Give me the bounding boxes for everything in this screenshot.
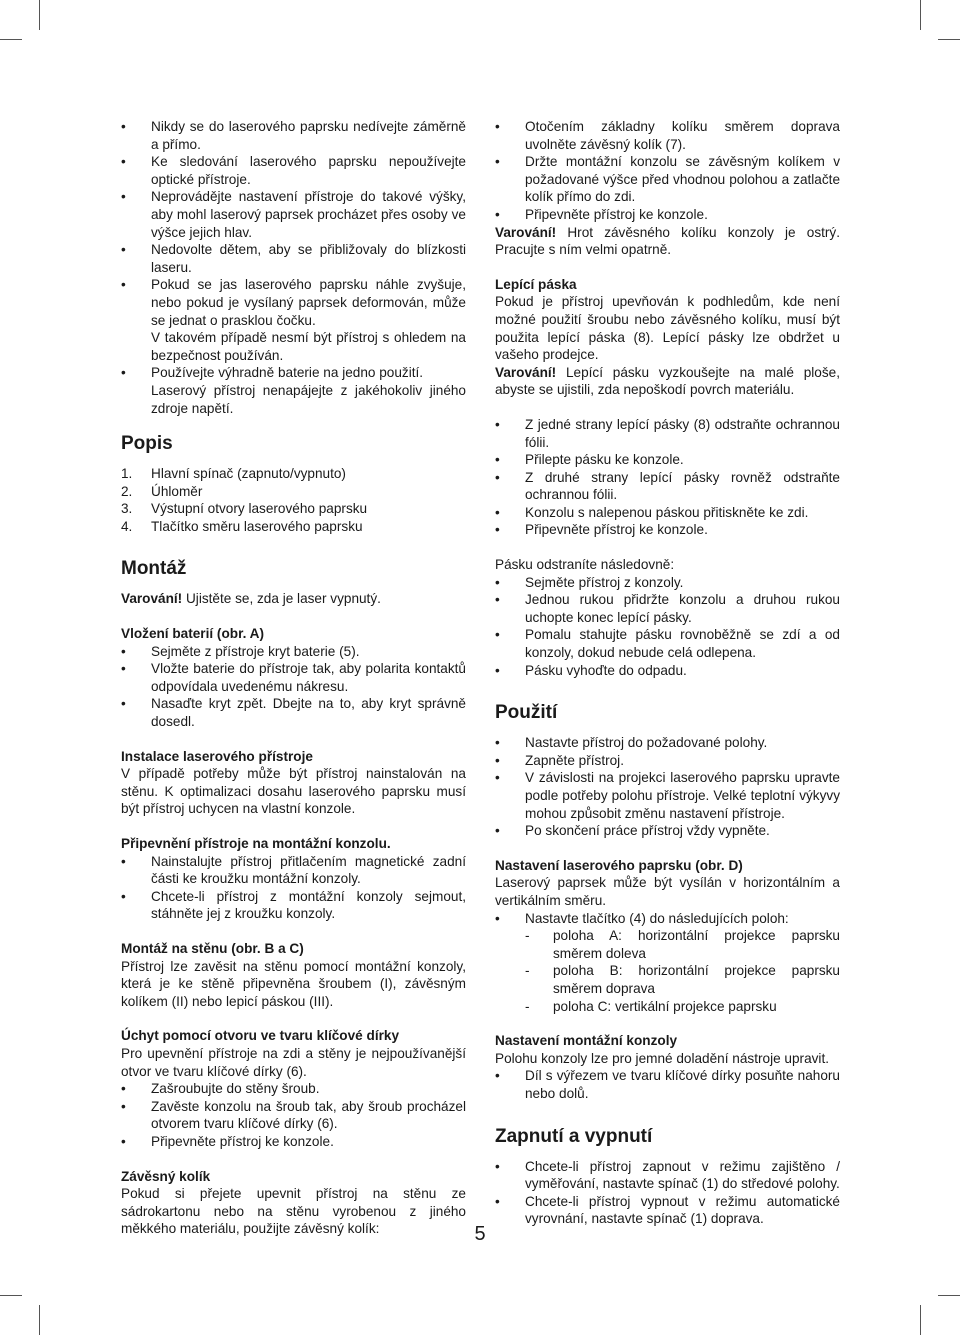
list-item (121, 465, 466, 483)
list-item: • Konzolu s nalepenou páskou přitiskněte ke zdi. (495, 504, 840, 522)
list-item: • Neprovádějte nastavení přístroje do takové výšky, aby mohl laserový paprsek procházet přes osoby ve výšce jejich hlav. (121, 188, 466, 241)
list-item (121, 500, 466, 518)
warning-text: Hrot závěsného kolíku konzoly je ostrý. Pracujte s ním velmi opatrně. (495, 224, 840, 258)
paragraph: Přístroj lze zavěsit na stěnu pomocí montážní konzoly, která je ke stěně připevněna šroubem (I), závěsným kolíkem (II) nebo lepicí páskou (III). (121, 958, 466, 1009)
list-item: • V závislosti na projekci laserového paprsku upravte podle potřeby polohu přístroje. Velké teplotní výkyvy mohou způsobit změnu nastavení přístroje. (495, 769, 840, 822)
paragraph: Pro upevnění přístroje na zdi a stěny je nejpoužívanější otvor ve tvaru klíčové dírky (6). (121, 1045, 466, 1079)
crop-mark (920, 1305, 921, 1335)
list-item: • Zavěste konzolu na šroub tak, aby šroub procházel otvorem tvaru klíčové dírky (6). (121, 1098, 466, 1133)
crop-mark (938, 39, 960, 40)
list-item: • Chcete-li přístroj vypnout v režimu automatické vyrovnání, nastavte spínač (1) doprava. (495, 1193, 840, 1228)
list-item: • Zašroubujte do stěny šroub. (121, 1080, 466, 1098)
warning-text: Ujistěte se, zda je laser vypnutý. (182, 591, 381, 607)
subsection-title: Nastavení montážní konzoly (495, 1033, 678, 1049)
list-item: • Chcete-li přístroj zapnout v režimu zajištěno / vyměřování, nastavte spínač (1) do středové polohy. (495, 1158, 840, 1193)
list-item: • Nedovolte dětem, aby se přibližovaly do blízkosti laseru. (121, 241, 466, 276)
item-text: poloha B: horizontální projekce paprsku směrem doprava (553, 963, 840, 996)
tape-list (495, 416, 840, 539)
item-text: poloha A: horizontální projekce paprsku směrem doleva (553, 928, 840, 961)
beam-position-list (495, 927, 840, 1015)
keyhole-list (121, 1080, 466, 1150)
peg-list (495, 118, 840, 224)
right-column (495, 118, 840, 1228)
subsection-title: Připevnění přístroje na montážní konzolu. (121, 836, 391, 851)
list-item: • Díl s výřezem ve tvaru klíčové dírky posuňte nahoru nebo dolů. (495, 1067, 840, 1102)
warning-label: Varování! (121, 591, 183, 607)
item-text: poloha C: vertikální projekce paprsku (553, 998, 777, 1014)
list-item: • Nastavte přístroj do požadované polohy. (495, 734, 840, 752)
item-text: Hlavní spínač (zapnuto/vypnuto) (151, 466, 346, 482)
safety-list (121, 118, 466, 417)
section-title-popis: Popis (121, 433, 173, 455)
crop-mark (0, 39, 22, 40)
item-text: Úhloměr (151, 483, 203, 499)
list-item: • Po skončení práce přístroj vždy vypněte. (495, 822, 840, 840)
list-item: • Z druhé strany lepící pásky rovněž odstraňte ochrannou fólii. (495, 469, 840, 504)
left-column (121, 118, 466, 1238)
list-item: • Pokud se jas laserového paprsku náhle zvyšuje, nebo pokud je vysílaný paprsek deformován, může se jednat o prasklou čočku. (121, 276, 466, 329)
list-item: • Připevněte přístroj ke konzole. (495, 206, 840, 224)
subsection-title: Instalace laserového přístroje (121, 748, 313, 764)
list-item: • Ke sledování laserového paprsku nepoužívejte optické přístroje. (121, 153, 466, 188)
removal-list (495, 574, 840, 680)
list-item: • Pomalu stahujte pásku rovnoběžně se zdí a od konzoly, dokud nebude celá odlepena. (495, 626, 840, 661)
list-item: • Z jedné strany lepící pásky (8) odstraňte ochrannou fólii. (495, 416, 840, 451)
page-number: 5 (474, 1223, 486, 1245)
list-item: • Přilepte pásku ke konzole. (495, 451, 840, 469)
list-item: • Zapněte přístroj. (495, 752, 840, 770)
paragraph: Polohu konzoly lze pro jemné doladění nástroje upravit. (495, 1050, 830, 1066)
list-item: • Nastavte tlačítko (4) do následujících poloh: (495, 910, 840, 928)
item-number: 1. (121, 466, 133, 482)
crop-mark (938, 1295, 960, 1296)
item-number: 3. (121, 501, 133, 517)
battery-list (121, 643, 466, 731)
popis-list (121, 465, 466, 535)
item-number: 2. (121, 483, 133, 499)
list-item: • Sejměte přístroj z konzoly. (495, 574, 840, 592)
paragraph: V případě potřeby může být přístroj nainstalován na stěnu. K optimalizaci dosahu laserového paprsku musí být přístroj uchycen na vlastní konzole. (121, 766, 466, 817)
warning-paragraph (121, 590, 466, 608)
crop-mark (0, 1295, 22, 1296)
paragraph: Pásku odstraníte následovně: (495, 557, 675, 573)
bracket-adjust-list (495, 1067, 840, 1102)
list-item: • Připevněte přístroj ke konzole. (121, 1133, 466, 1151)
subsection-title: Nastavení laserového paprsku (obr. D) (495, 857, 743, 873)
list-item: • Nasaďte kryt zpět. Dbejte na to, aby kryt správně dosedl. (121, 695, 466, 730)
paragraph: Pokud si přejete upevnit přístroj na stěnu ze sádrokartonu nebo na stěnu vyrobenou z jiného měkkého materiálu, použijte závěsný kolík: (121, 1186, 466, 1237)
list-item-continuation: V takovém případě nesmí být přístroj s ohledem na bezpečnost používán. (151, 330, 466, 363)
list-item: - poloha C: vertikální projekce paprsku (525, 998, 777, 1014)
item-number: 4. (121, 518, 133, 534)
paragraph: Pokud je přístroj upevňován k podhledům, kde není možné použití šroubu nebo závěsného kolíku, musí být použita lepící páska (8). Lepící pásky lze obdržet u vašeho prodejce. (495, 294, 840, 363)
crop-mark (920, 0, 921, 30)
list-item: • Jednou rukou přidržte konzolu a druhou rukou uchopte konec lepící pásky. (495, 591, 840, 626)
list-item: • Používejte výhradně baterie na jedno použití. (121, 364, 466, 382)
list-item: • Držte montážní konzolu se závěsným kolíkem v požadované výšce před vhodnou polohou a zatlačte kolík přímo do zdi. (495, 153, 840, 206)
warning-text: Lepící pásku vyzkoušejte na malé ploše, abyste se ujistili, zda nepoškodí povrch materiálu. (495, 364, 840, 398)
list-item: • Otočením základny kolíku směrem doprava uvolněte závěsný kolík (7). (495, 118, 840, 153)
list-item: • Chcete-li přístroj z montážní konzoly sejmout, stáhněte jej z kroužku konzoly. (121, 888, 466, 923)
list-item: • Připevněte přístroj ke konzole. (495, 521, 840, 539)
section-title-zapnuti: Zapnutí a vypnutí (495, 1125, 653, 1147)
subsection-title: Úchyt pomocí otvoru ve tvaru klíčové dírky (121, 1028, 400, 1044)
list-item: - poloha A: horizontální projekce paprsku směrem doleva (525, 928, 840, 961)
list-item (121, 518, 466, 536)
list-item: • Sejměte z přístroje kryt baterie (5). (121, 643, 466, 661)
paragraph: Laserový paprsek může být vysílán v horizontálním a vertikálním směru. (495, 875, 840, 908)
subsection-title: Vložení baterií (obr. A) (121, 626, 264, 642)
list-item: • Pásku vyhoďte do odpadu. (495, 662, 840, 680)
section-title-montaz: Montáž (121, 558, 187, 580)
list-item: • Nikdy se do laserového paprsku nedívejte záměrně a přímo. (121, 118, 466, 153)
list-item: • Vložte baterie do přístroje tak, aby polarita kontaktů odpovídala uvedenému nákresu. (121, 660, 466, 695)
beam-setting-list (495, 910, 840, 928)
list-item (121, 483, 466, 501)
bracket-list (121, 853, 466, 923)
section-title-pouziti: Použití (495, 702, 558, 724)
warning-label: Varování! (495, 224, 557, 240)
switch-list (495, 1158, 840, 1228)
warning-paragraph (495, 224, 840, 259)
subsection-title: Montáž na stěnu (obr. B a C) (121, 940, 304, 956)
list-item-continuation: Laserový přístroj nenapájejte z jakéhokoliv jiného zdroje napětí. (151, 382, 466, 416)
subsection-title: Lepící páska (495, 276, 577, 292)
item-text: Výstupní otvory laserového paprsku (151, 501, 368, 517)
list-item: - poloha B: horizontální projekce paprsku směrem doprava (525, 963, 840, 996)
item-text: Tlačítko směru laserového paprsku (151, 518, 363, 534)
warning-label: Varování! (495, 364, 557, 380)
crop-mark (39, 1305, 40, 1335)
warning-paragraph (495, 364, 840, 399)
usage-list (495, 734, 840, 840)
crop-mark (39, 0, 40, 30)
list-item: • Nainstalujte přístroj přitlačením magnetické zadní části ke kroužku montážní konzoly. (121, 853, 466, 888)
subsection-title: Závěsný kolík (121, 1168, 211, 1184)
